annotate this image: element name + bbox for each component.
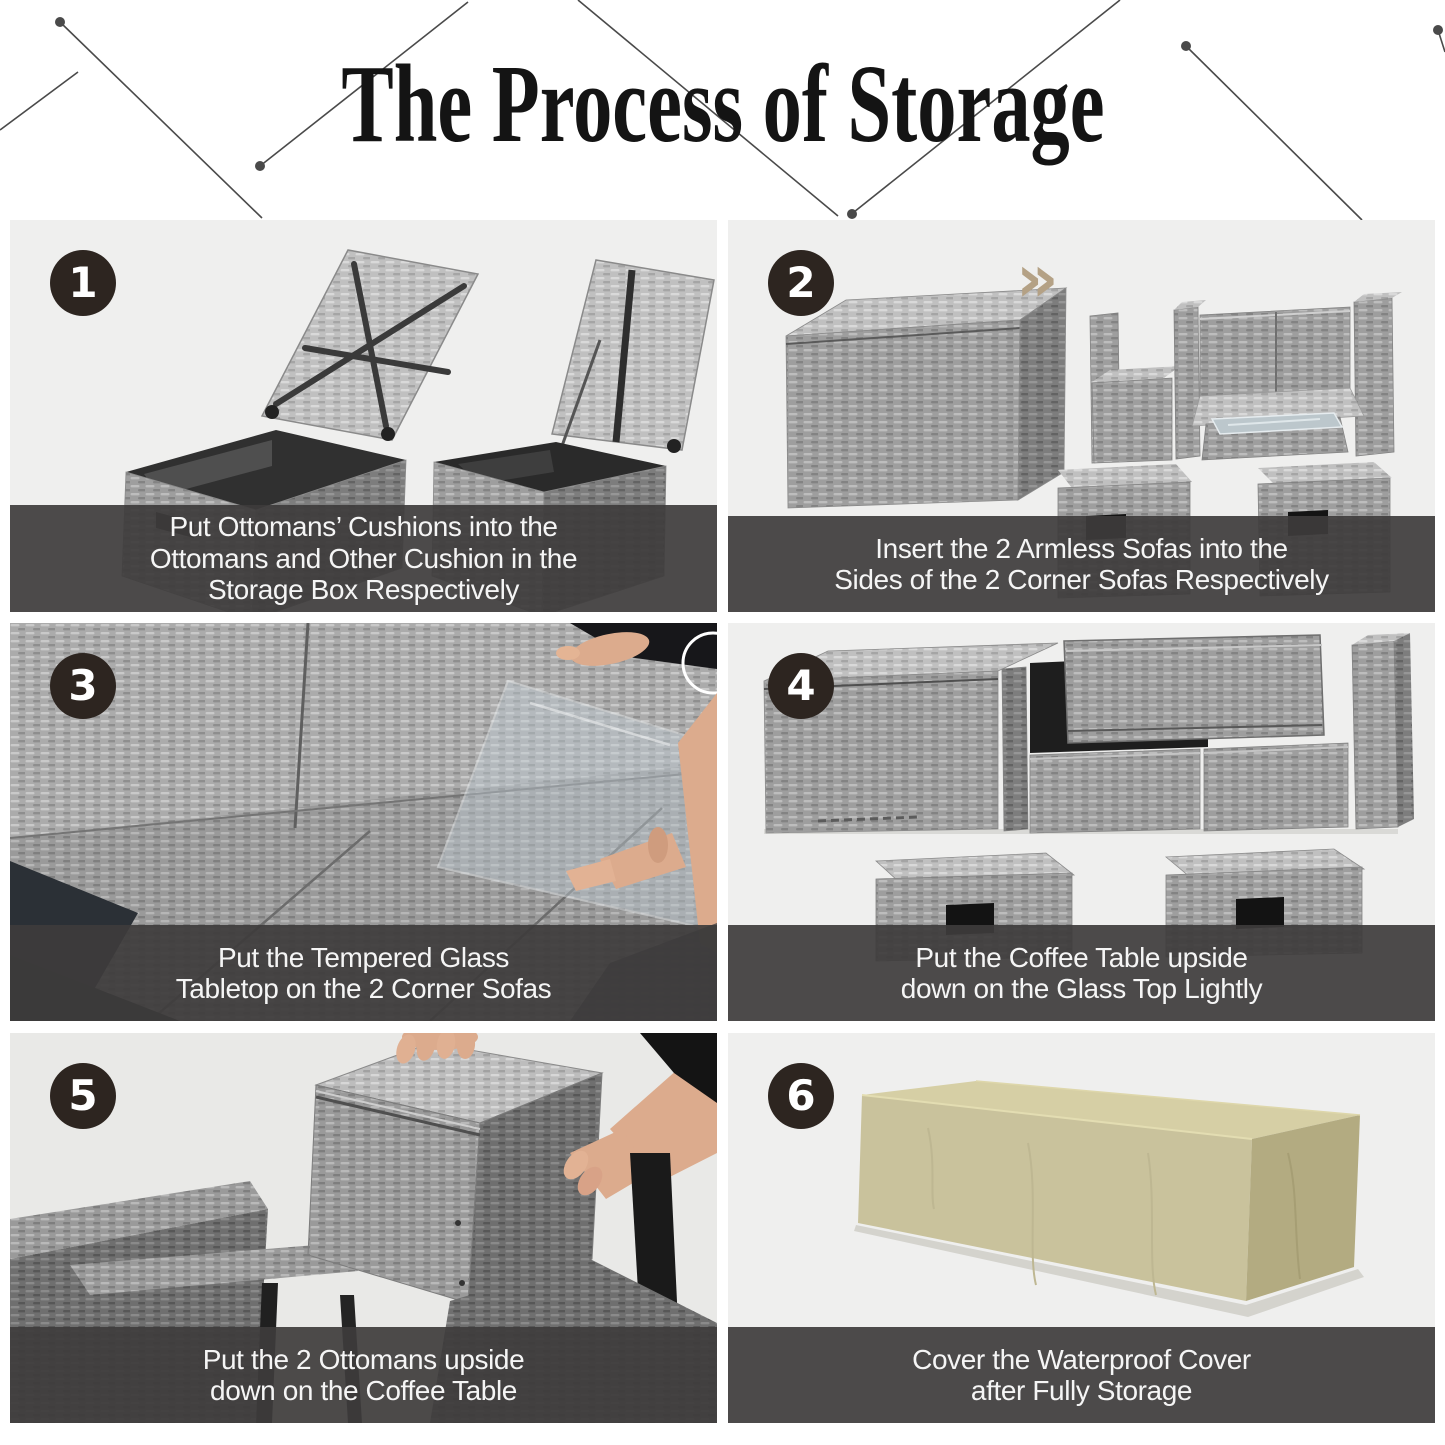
caption-line: Storage Box Respectively (207, 574, 519, 606)
step-panel-1 (10, 220, 717, 612)
caption-line: after Fully Storage (970, 1375, 1193, 1406)
step-number-badge (50, 250, 116, 316)
step-panel-6 (728, 1033, 1435, 1423)
step-caption (728, 516, 1435, 612)
step-panel-2 (728, 220, 1435, 612)
step-number-badge (50, 653, 116, 719)
step-panel-4 (728, 623, 1435, 1021)
caption-line: Put the 2 Ottomans upside (202, 1343, 525, 1375)
step-number-badge (50, 1063, 116, 1129)
step-caption (10, 505, 717, 612)
caption-line: Put the Coffee Table upside (915, 941, 1248, 973)
step-number-badge (768, 653, 834, 719)
step-number: 6 (786, 1071, 816, 1120)
step-number: 1 (68, 258, 98, 307)
caption-line: Tabletop on the 2 Corner Sofas (175, 973, 552, 1004)
caption-line: Put the Tempered Glass (217, 941, 510, 973)
caption-line: Ottomans and Other Cushion in the (149, 542, 578, 574)
step-number: 4 (786, 661, 816, 710)
caption-line: down on the Coffee Table (210, 1375, 517, 1406)
step-number: 2 (786, 258, 816, 307)
step-number: 3 (68, 661, 98, 710)
step-panel-3 (10, 623, 717, 1021)
caption-line: Insert the 2 Armless Sofas into the (875, 532, 1288, 564)
step-caption (728, 925, 1435, 1021)
caption-line: down on the Glass Top Lightly (900, 973, 1263, 1004)
caption-line: Sides of the 2 Corner Sofas Respectively (834, 564, 1329, 595)
double-chevron-icon: » (1016, 240, 1059, 317)
step-caption (10, 925, 717, 1021)
step-number-badge (768, 250, 834, 316)
caption-line: Put Ottomans’ Cushions into the (169, 511, 558, 543)
step-panel-5 (10, 1033, 717, 1423)
step-number: 5 (68, 1071, 98, 1120)
step-number-badge (768, 1063, 834, 1129)
page-title: The Process of Storage (340, 42, 1105, 165)
step-caption (10, 1327, 717, 1423)
caption-line: Cover the Waterproof Cover (912, 1343, 1251, 1375)
step-caption (728, 1327, 1435, 1423)
